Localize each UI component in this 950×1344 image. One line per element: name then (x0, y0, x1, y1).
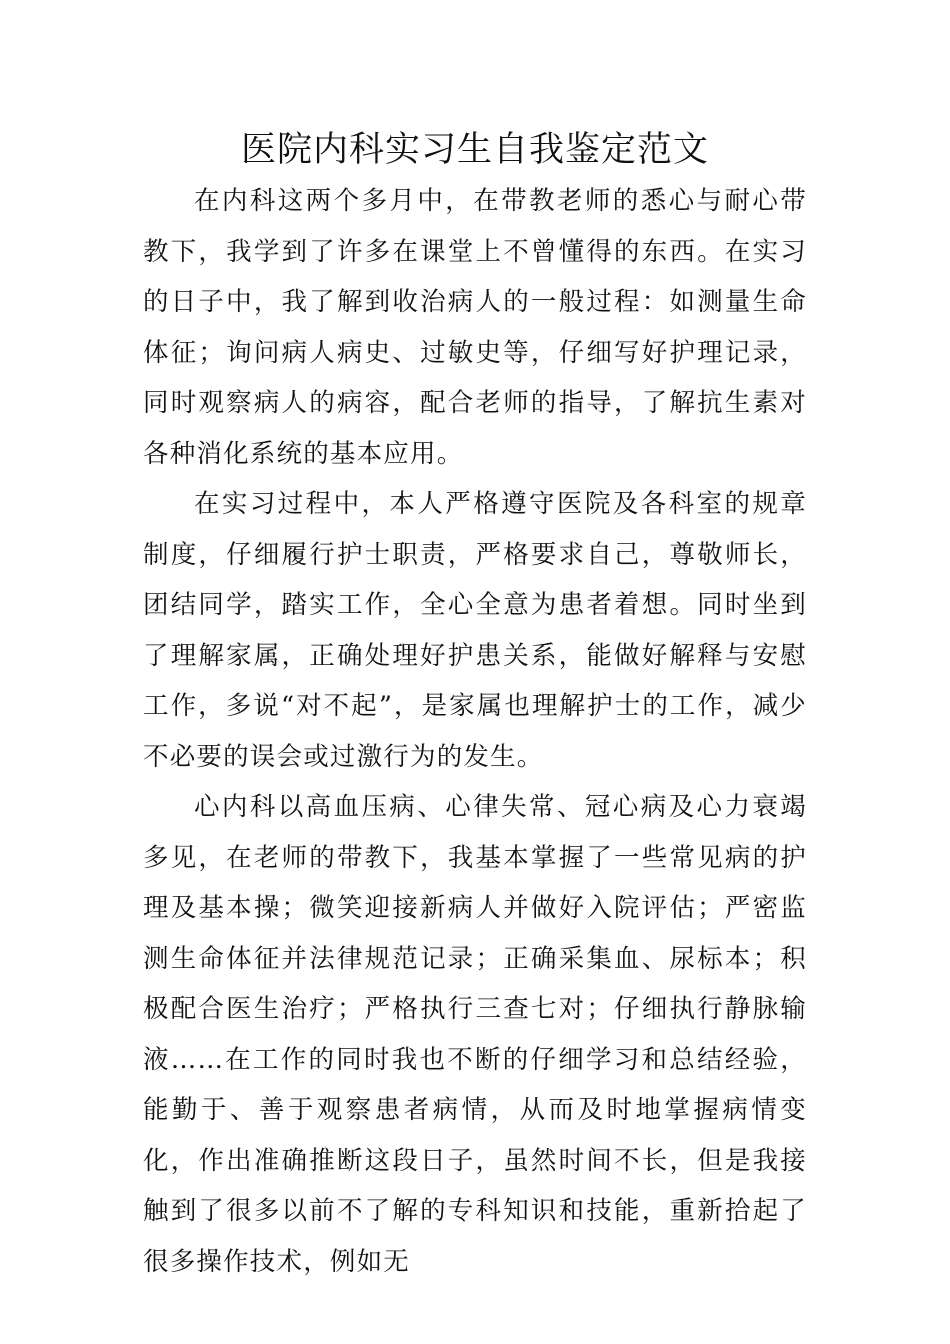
document-title: 医院内科实习生自我鉴定范文 (240, 130, 709, 170)
paragraph-2: 在实习过程中，本人严格遵守医院及各科室的规章制度，仔细履行护士职责，严格要求自己，尊敬师长，团结同学，踏实工作，全心全意为患者着想。同时坐到了理解家属，正确处理好护患关系，能做好解释与安慰工作，多说“对不起”，是家属也理解护士的工作，减少不必要的误会或过激行为的发生。 (143, 489, 807, 772)
document-body (143, 176, 807, 1287)
paragraph-1: 在内科这两个多月中，在带教老师的悉心与耐心带教下，我学到了许多在课堂上不曾懂得的东西。在实习的日子中，我了解到收治病人的一般过程：如测量生命体征；询问病人病史、过敏史等，仔细写好护理记录，同时观察病人的病容，配合老师的指导，了解抗生素对各种消化系统的基本应用。 (143, 186, 807, 469)
paragraph-3: 心内科以高血压病、心律失常、冠心病及心力衰竭多见，在老师的带教下，我基本掌握了一些常见病的护理及基本操；微笑迎接新病人并做好入院评估；严密监测生命体征并法律规范记录；正确采集血、尿标本；积极配合医生治疗；严格执行三查七对；仔细执行静脉输液……在工作的同时我也不断的仔细学习和总结经验，能勤于、善于观察患者病情，从而及时地掌握病情变化，作出准确推断这段日子，虽然时间不长，但是我接触到了很多以前不了解的专科知识和技能，重新拾起了很多操作技术，例如无 (143, 792, 807, 1277)
